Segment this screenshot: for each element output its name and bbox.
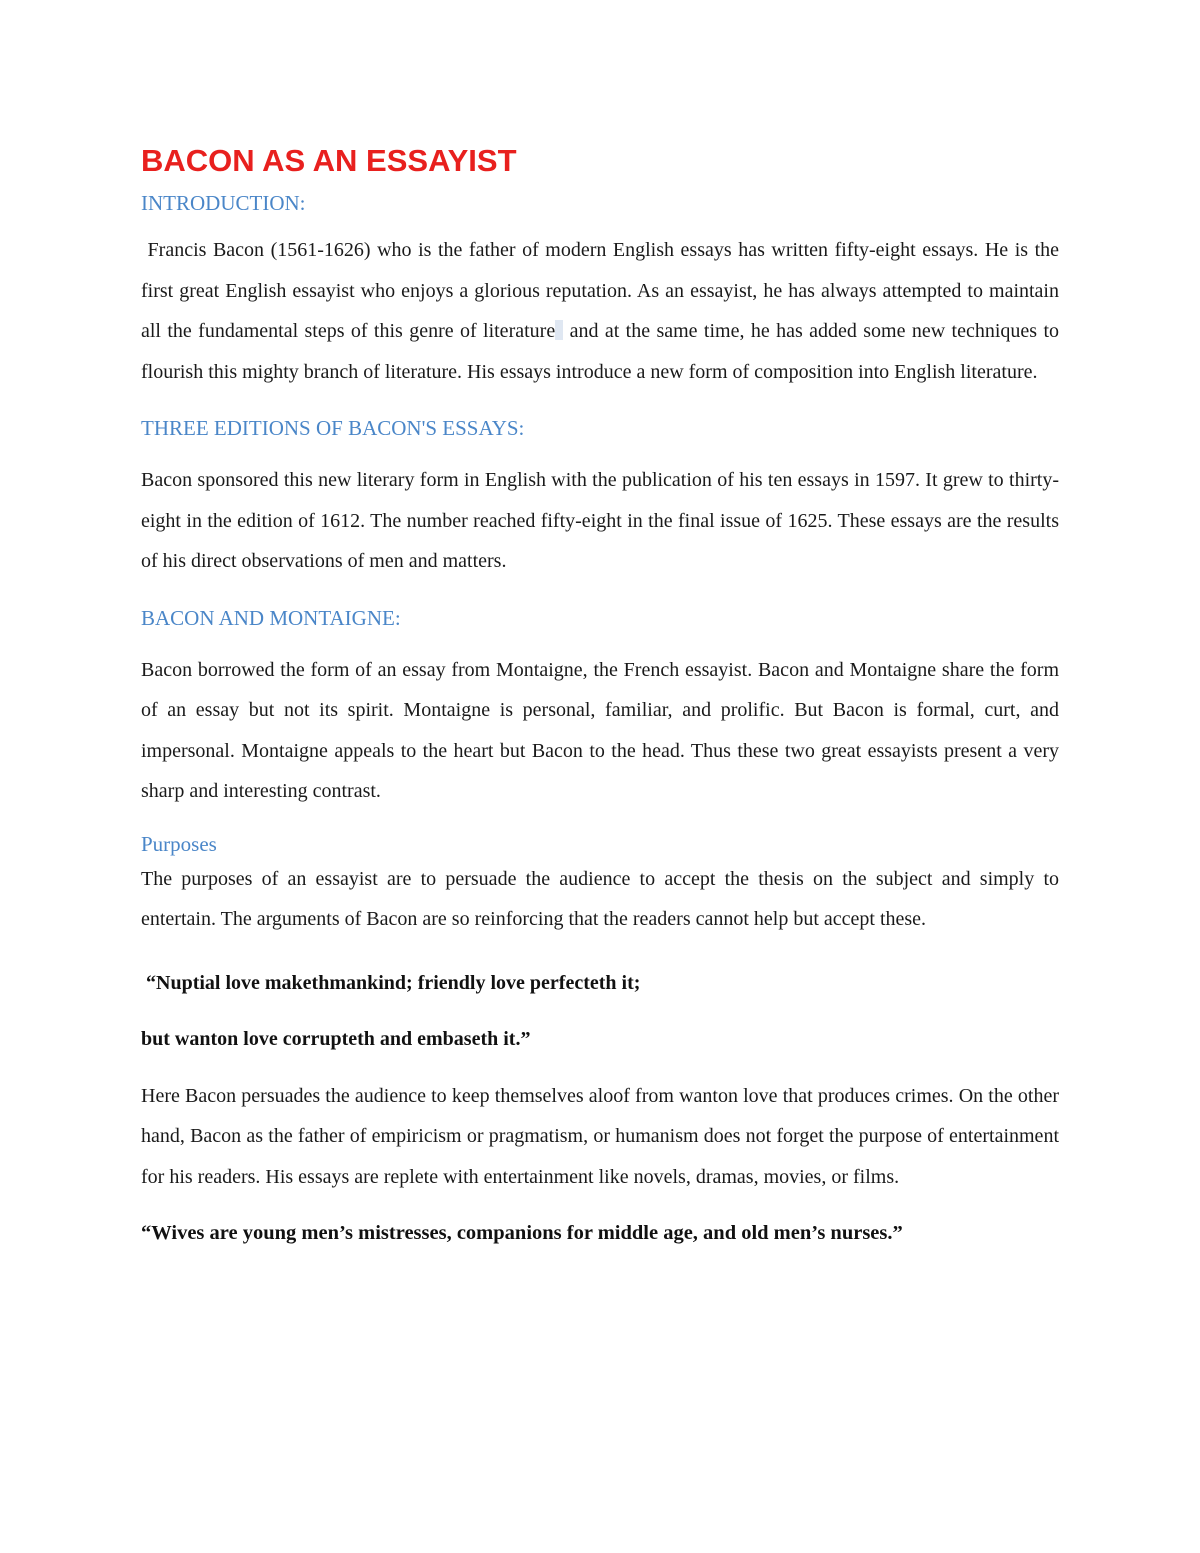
quote-nuptial-line2: but wanton love corrupteth and embaseth it.” bbox=[141, 1027, 531, 1050]
heading-editions: THREE EDITIONS OF BACON'S ESSAYS: bbox=[141, 416, 525, 440]
text-cursor-highlight bbox=[555, 320, 563, 340]
paragraph-montaigne: Bacon borrowed the form of an essay from Montaigne, the French essayist. Bacon and Montaigne share the form of an essay but not its spirit. Montaigne is personal, familiar, and prolific. But Bacon is formal, curt, and impersonal. Montaigne appeals to the heart but Bacon to the head. Thus these two great essayists present a very sharp and interesting contrast. bbox=[141, 658, 1059, 802]
paragraph-purposes: The purposes of an essayist are to persuade the audience to accept the thesis on the subject and simply to entertain. The arguments of Bacon are so reinforcing that the readers cannot help but accept these. bbox=[141, 867, 1059, 930]
paragraph-introduction-part2: and at the same time, he has added some new techniques to flourish this mighty branch of literature. His essays introduce a new form of composition into English literature. bbox=[141, 320, 1064, 383]
quote-nuptial-line1: “Nuptial love makethmankind; friendly love perfecteth it; bbox=[141, 971, 641, 994]
paragraph-introduction bbox=[141, 230, 1064, 392]
document-body bbox=[141, 140, 1064, 1248]
paragraph-editions: Bacon sponsored this new literary form in English with the publication of his ten essays in 1597. It grew to thirty-eight in the edition of 1612. The number reached fifty-eight in the final issue of 1625. These essays are the results of his direct observations of men and matters. bbox=[141, 469, 1059, 572]
paragraph-introduction-part1: Francis Bacon (1561-1626) who is the father of modern English essays has written fifty-eight essays. He is the first great English essayist who enjoys a glorious reputation. As an essayist, he has always attempted to maintain all the fundamental steps of this genre of literature bbox=[141, 239, 1064, 342]
heading-montaigne: BACON AND MONTAIGNE: bbox=[141, 605, 401, 630]
heading-purposes: Purposes bbox=[141, 831, 217, 856]
document-title: BACON AS AN ESSAYIST bbox=[141, 143, 517, 178]
quote-wives: “Wives are young men’s mistresses, companions for middle age, and old men’s nurses.” bbox=[141, 1222, 903, 1244]
heading-introduction: INTRODUCTION: bbox=[141, 191, 306, 215]
paragraph-persuasion: Here Bacon persuades the audience to keep themselves aloof from wanton love that produces crimes. On the other hand, Bacon as the father of empiricism or pragmatism, or humanism does not forget the purpose of entertainment for his readers. His essays are replete with entertainment like novels, dramas, movies, or films. bbox=[141, 1084, 1059, 1188]
